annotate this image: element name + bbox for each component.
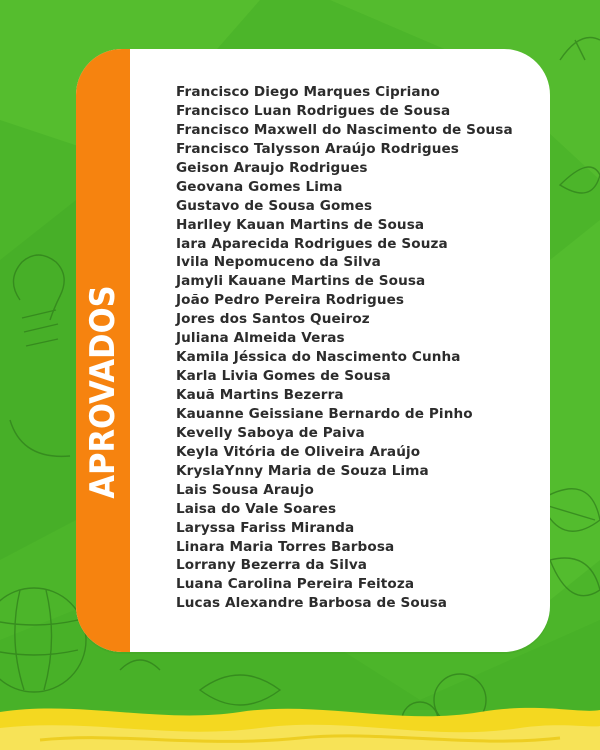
- list-item: Francisco Diego Marques Cipriano: [176, 84, 440, 100]
- list-item: Harlley Kauan Martins de Sousa: [176, 216, 425, 233]
- list-item: João Pedro Pereira Rodrigues: [176, 292, 405, 309]
- list-item: Geovana Gomes Lima: [176, 178, 343, 195]
- list-item: Kauanne Geissiane Bernardo de Pinho: [176, 405, 473, 422]
- approved-list-card: [76, 49, 550, 652]
- list-item: KryslaYnny Maria de Souza Lima: [176, 462, 429, 479]
- card-side-tab: [76, 49, 130, 652]
- list-item: Luana Carolina Pereira Feitoza: [176, 576, 415, 593]
- list-item: Jores dos Santos Queiroz: [176, 311, 370, 328]
- list-item: Francisco Maxwell do Nascimento de Sousa: [176, 121, 513, 138]
- list-item: Gustavo de Sousa Gomes: [176, 197, 373, 214]
- list-item: Kevelly Saboya de Paiva: [176, 424, 365, 441]
- approved-names-list: [176, 83, 513, 613]
- list-item: Francisco Luan Rodrigues de Sousa: [176, 102, 451, 119]
- list-item: Geison Araujo Rodrigues: [176, 159, 368, 176]
- approved-title: APROVADOS: [83, 285, 123, 499]
- list-item: Kamila Jéssica do Nascimento Cunha: [176, 349, 461, 366]
- list-item: Francisco Talysson Araújo Rodrigues: [176, 140, 459, 157]
- list-item: Keyla Vitória de Oliveira Araújo: [176, 443, 421, 460]
- list-item: Laryssa Fariss Miranda: [176, 519, 355, 536]
- list-item: Juliana Almeida Veras: [176, 330, 345, 347]
- list-item: Iara Aparecida Rodrigues de Souza: [176, 235, 448, 252]
- list-item: Jamyli Kauane Martins de Sousa: [176, 273, 426, 290]
- list-item: Lais Sousa Araujo: [176, 481, 314, 498]
- list-item: Laisa do Vale Soares: [176, 500, 337, 517]
- list-item: Karla Livia Gomes de Sousa: [176, 368, 391, 385]
- list-item: Lorrany Bezerra da Silva: [176, 557, 368, 574]
- list-item: Linara Maria Torres Barbosa: [176, 538, 395, 555]
- list-item: Kauã Martins Bezerra: [176, 387, 344, 403]
- list-item: Ivila Nepomuceno da Silva: [176, 254, 381, 271]
- list-item: Lucas Alexandre Barbosa de Sousa: [176, 595, 448, 612]
